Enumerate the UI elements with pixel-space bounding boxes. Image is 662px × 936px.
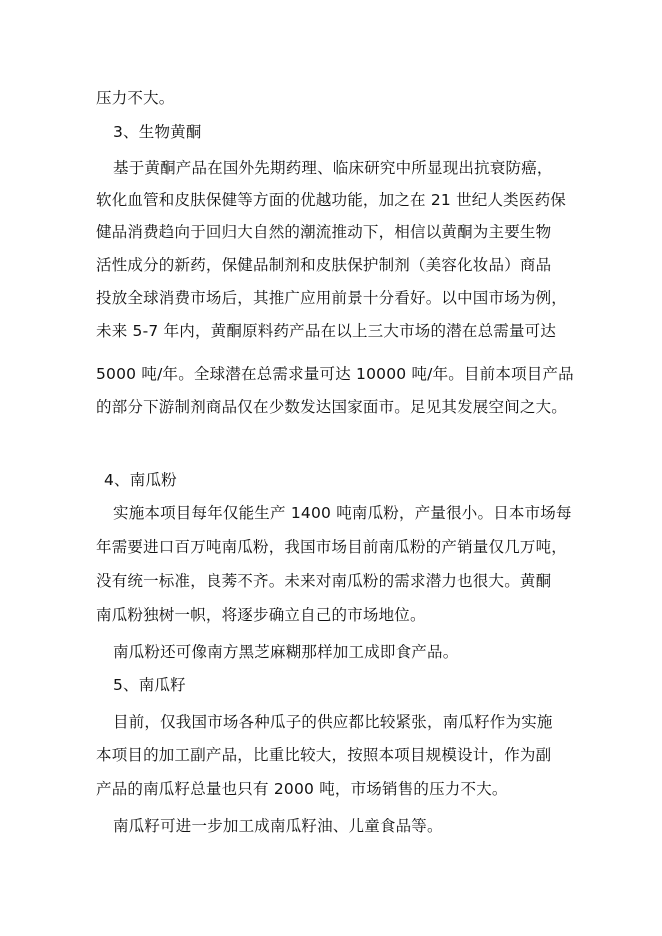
paragraph-line: 软化血管和皮肤保健等方面的优越功能，加之在 21 世纪人类医药保 — [96, 191, 566, 209]
paragraph-line: 南瓜粉独树一帜，将逐步确立自己的市场地位。 — [96, 606, 426, 624]
paragraph-line: 本项目的加工副产品，比重比较大，按照本项目规模设计，作为副 — [96, 746, 552, 764]
paragraph-line: 基于黄酮产品在国外先期药理、临床研究中所显现出抗衰防癌， — [113, 159, 553, 177]
paragraph-line: 南瓜粉还可像南方黑芝麻糊那样加工成即食产品。 — [113, 643, 459, 661]
text-line: 压力不大。 — [96, 89, 175, 107]
paragraph-line: 产品的南瓜籽总量也只有 2000 吨，市场销售的压力不大。 — [96, 780, 508, 798]
paragraph-line: 实施本项目每年仅能生产 1400 吨南瓜粉，产量很小。日本市场每 — [113, 504, 572, 522]
paragraph-line: 投放全球消费市场后，其推广应用前景十分看好。以中国市场为例， — [96, 289, 568, 307]
section-heading: 3、生物黄酮 — [113, 123, 202, 141]
paragraph-line: 未来 5-7 年内，黄酮原料药产品在以上三大市场的潜在总需量可达 — [96, 322, 557, 340]
paragraph-line: 活性成分的新药，保健品制剂和皮肤保护制剂（美容化妆品）商品 — [96, 256, 552, 274]
paragraph-line: 南瓜籽可进一步加工成南瓜籽油、儿童食品等。 — [113, 817, 443, 835]
paragraph-line: 5000 吨/年。全球潜在总需求量可达 10000 吨/年。目前本项目产品 — [96, 365, 574, 383]
section-heading: 5、南瓜籽 — [113, 676, 186, 694]
section-heading: 4、南瓜粉 — [104, 471, 177, 489]
paragraph-line: 没有统一标准，良莠不齐。未来对南瓜粉的需求潜力也很大。黄酮 — [96, 572, 552, 590]
paragraph-line: 目前，仅我国市场各种瓜子的供应都比较紧张，南瓜籽作为实施 — [113, 713, 553, 731]
paragraph-line: 年需要进口百万吨南瓜粉，我国市场目前南瓜粉的产销量仅几万吨， — [96, 538, 568, 556]
paragraph-line: 健品消费趋向于回归大自然的潮流推动下，相信以黄酮为主要生物 — [96, 223, 552, 241]
paragraph-line: 的部分下游制剂商品仅在少数发达国家面市。足见其发展空间之大。 — [96, 398, 568, 416]
